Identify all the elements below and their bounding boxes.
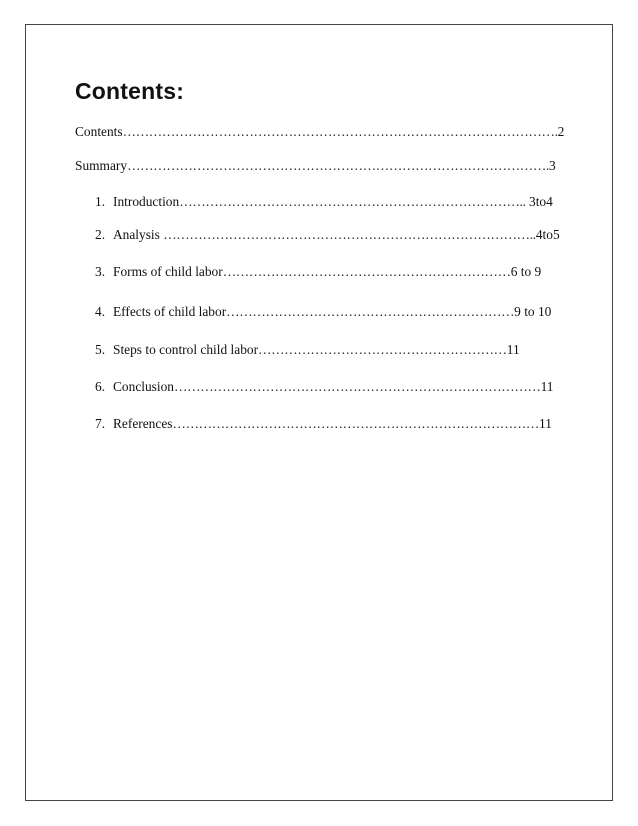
toc-entry-number: 3. [95, 264, 106, 279]
toc-entry-analysis [95, 227, 560, 243]
toc-leader-dots: ………………………………………………………… [222, 264, 511, 279]
toc-entry-number: 2. [95, 227, 106, 242]
toc-page-number: 11 [540, 379, 554, 394]
toc-entry-summary [75, 158, 556, 174]
toc-page-number: 11 [506, 342, 520, 357]
toc-entry-contents [75, 124, 564, 140]
toc-leader-dots: ………………………………………………………………………………………. [122, 124, 558, 139]
toc-entry-conclusion [95, 379, 553, 395]
toc-entry-effects-of-child-labor [95, 304, 551, 320]
toc-page-number: 3 [549, 158, 556, 173]
toc-entry-label: Effects of child labor [113, 304, 227, 319]
toc-leader-dots: ………………………………………………………………………… [172, 416, 540, 431]
toc-leader-dots: ………………………………………………… [258, 342, 507, 357]
toc-entry-number: 4. [95, 304, 106, 319]
toc-page-number: 3to4 [525, 194, 553, 209]
toc-leader-dots: ………………………………………………………… [226, 304, 515, 319]
toc-leader-dots: ………………………………………………………………………….. [163, 227, 536, 242]
toc-leader-dots: ………………………………………………………………………… [174, 379, 541, 394]
toc-page-number: 2 [557, 124, 565, 139]
toc-page-number: 11 [539, 416, 552, 431]
toc-entry-label: Contents [75, 124, 123, 139]
toc-entry-label: Summary [75, 158, 128, 173]
toc-entry-label: Introduction [113, 194, 180, 209]
toc-entry-label: Forms of child labor [113, 264, 223, 279]
page-border [25, 24, 613, 801]
toc-entry-label: Analysis [113, 227, 164, 242]
toc-entry-steps-to-control [95, 342, 520, 358]
toc-entry-label: Conclusion [113, 379, 175, 394]
toc-page-number: 4to5 [535, 227, 560, 242]
toc-entry-number: 6. [95, 379, 106, 394]
toc-leader-dots: …………………………………………………………………….. [179, 194, 526, 209]
toc-entry-references [95, 416, 552, 432]
toc-entry-number: 1. [95, 194, 106, 209]
toc-entry-number: 7. [95, 416, 106, 431]
toc-page-number: 6 to 9 [510, 264, 542, 279]
toc-entry-introduction [95, 194, 553, 210]
page-title: Contents: [75, 78, 185, 104]
toc-entry-label: References [113, 416, 173, 431]
toc-entry-forms-of-child-labor [95, 264, 541, 280]
toc-leader-dots: ……………………………………………………………………………………. [127, 158, 550, 173]
toc-page-number: 9 to 10 [514, 304, 552, 319]
toc-entry-label: Steps to control child labor [113, 342, 259, 357]
toc-entry-number: 5. [95, 342, 106, 357]
